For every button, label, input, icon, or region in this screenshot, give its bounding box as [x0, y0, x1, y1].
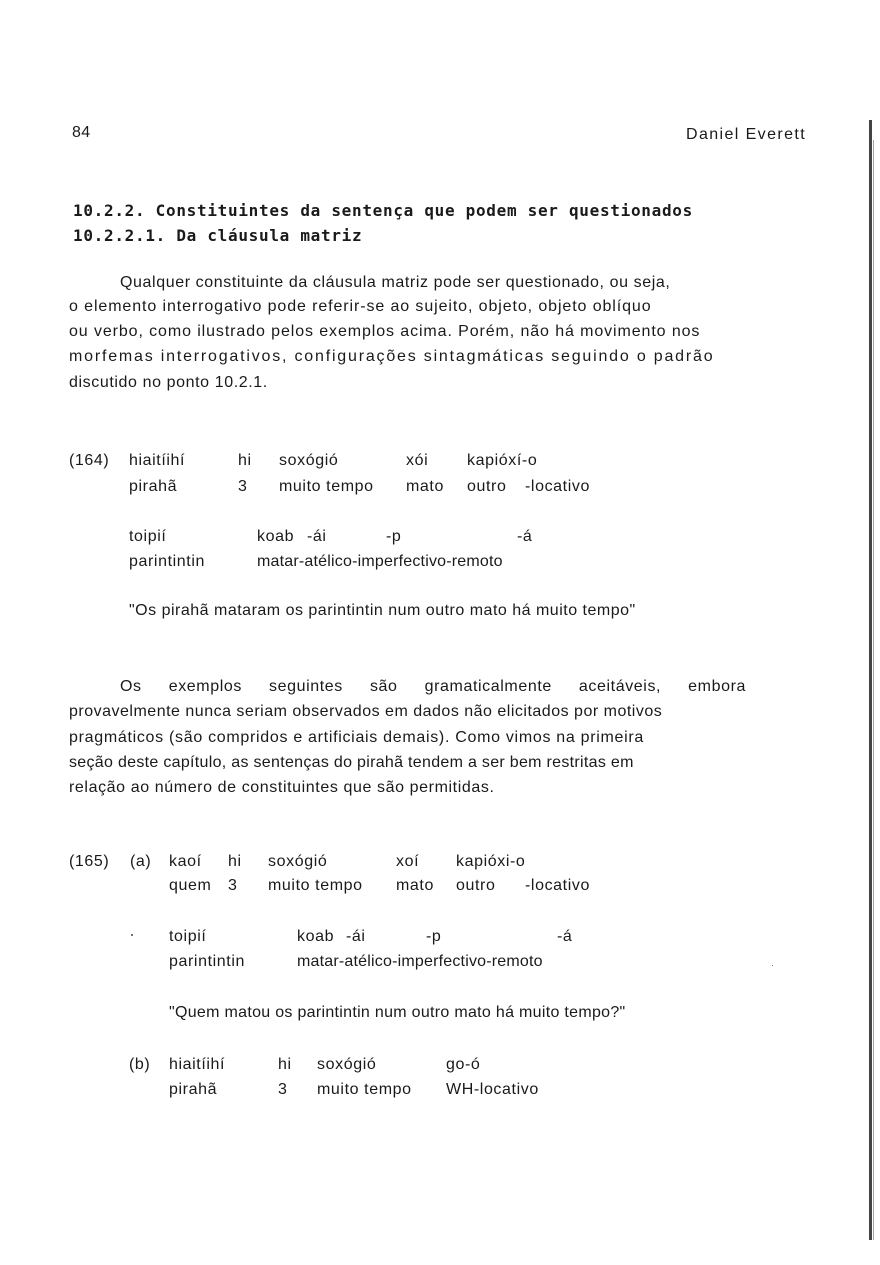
interlinear-word: hi	[278, 1056, 292, 1073]
interlinear-gloss: outro	[456, 877, 496, 894]
paragraph-line: Os exemplos seguintes são gramaticalmente aceitáveis, embora	[120, 678, 746, 695]
interlinear-word: -p	[426, 928, 442, 945]
interlinear-word: -ái	[307, 528, 327, 545]
interlinear-gloss: pirahã	[129, 478, 178, 495]
interlinear-word: soxógió	[317, 1056, 377, 1073]
interlinear-word: hi	[228, 853, 242, 870]
interlinear-gloss: quem	[169, 877, 212, 894]
interlinear-word: hiaitíihí	[129, 452, 186, 469]
interlinear-word: kapióxi-o	[456, 853, 526, 870]
example-number: (165)	[69, 853, 110, 870]
interlinear-gloss: mato	[406, 478, 444, 495]
paragraph-line: Qualquer constituinte da cláusula matriz pode ser questionado, ou seja,	[120, 274, 671, 291]
interlinear-gloss: mato	[396, 877, 434, 894]
scan-speck	[772, 965, 773, 966]
interlinear-word: -p	[386, 528, 402, 545]
section-heading: 10.2.2. Constituintes da sentença que podem ser questionados	[73, 201, 693, 220]
paragraph-line: relação ao número de constituintes que são permitidas.	[69, 779, 495, 796]
interlinear-word: xoí	[396, 853, 420, 870]
scan-speck	[131, 934, 133, 936]
interlinear-gloss: WH-locativo	[446, 1081, 539, 1098]
interlinear-gloss: muito tempo	[317, 1081, 412, 1098]
interlinear-gloss: matar-atélico-imperfectivo-remoto	[257, 553, 503, 570]
paragraph-line: morfemas interrogativos, configurações sintagmáticas seguindo o padrão	[69, 348, 715, 365]
paragraph-line: seção deste capítulo, as sentenças do pirahã tendem a ser bem restritas em	[69, 754, 634, 771]
paragraph-line: provavelmente nunca seriam observados em dados não elicitados por motivos	[69, 703, 663, 720]
interlinear-gloss: parintintin	[129, 553, 205, 570]
paragraph-line: pragmáticos (são compridos e artificiais demais). Como vimos na primeira	[69, 729, 645, 746]
interlinear-gloss: muito tempo	[268, 877, 363, 894]
example-sub-label: (b)	[129, 1056, 151, 1073]
interlinear-word: kaoí	[169, 853, 202, 870]
paragraph-line: discutido no ponto 10.2.1.	[69, 374, 268, 391]
interlinear-word: soxógió	[268, 853, 328, 870]
interlinear-gloss: 3	[228, 877, 238, 894]
interlinear-word: -ái	[346, 928, 366, 945]
interlinear-gloss: -locativo	[525, 478, 590, 495]
example-sub-label: (a)	[130, 853, 152, 870]
interlinear-word: -á	[517, 528, 533, 545]
page-edge-shadow	[869, 120, 872, 1240]
interlinear-gloss: matar-atélico-imperfectivo-remoto	[297, 953, 543, 970]
interlinear-gloss: 3	[278, 1081, 288, 1098]
interlinear-word: xói	[406, 452, 429, 469]
interlinear-word: soxógió	[279, 452, 339, 469]
interlinear-word: go-ó	[446, 1056, 481, 1073]
running-header-author: Daniel Everett	[686, 126, 807, 143]
page-edge-line	[873, 140, 874, 1240]
example-number: (164)	[69, 452, 110, 469]
interlinear-word: toipií	[169, 928, 207, 945]
interlinear-gloss: pirahã	[169, 1081, 218, 1098]
paragraph-line: o elemento interrogativo pode referir-se ao sujeito, objeto, objeto oblíquo	[69, 298, 652, 315]
interlinear-gloss: outro	[467, 478, 507, 495]
interlinear-word: hiaitíihí	[169, 1056, 226, 1073]
interlinear-word: -á	[557, 928, 573, 945]
interlinear-word: hi	[238, 452, 252, 469]
interlinear-word: kapióxí-o	[467, 452, 538, 469]
interlinear-gloss: 3	[238, 478, 248, 495]
free-translation: "Os pirahã mataram os parintintin num outro mato há muito tempo"	[129, 602, 636, 619]
interlinear-gloss: parintintin	[169, 953, 245, 970]
interlinear-word: koab	[297, 928, 335, 945]
subsection-heading: 10.2.2.1. Da cláusula matriz	[73, 226, 363, 245]
interlinear-word: toipií	[129, 528, 167, 545]
interlinear-gloss: muito tempo	[279, 478, 374, 495]
free-translation: "Quem matou os parintintin num outro mato há muito tempo?"	[169, 1004, 626, 1021]
paragraph-line: ou verbo, como ilustrado pelos exemplos acima. Porém, não há movimento nos	[69, 323, 701, 340]
interlinear-gloss: -locativo	[525, 877, 590, 894]
page-number: 84	[72, 124, 91, 141]
interlinear-word: koab	[257, 528, 295, 545]
